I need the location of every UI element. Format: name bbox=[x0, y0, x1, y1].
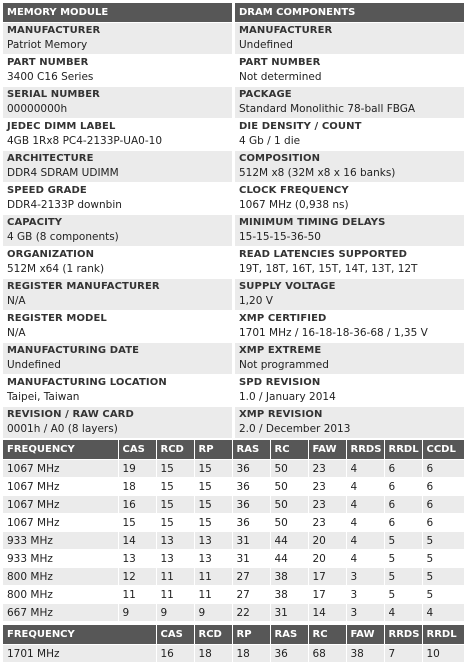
column-header: FAW bbox=[308, 440, 346, 460]
spec-label: XMP REVISION bbox=[239, 409, 323, 420]
table-cell: 18 bbox=[194, 645, 232, 663]
dram-spec-cell bbox=[235, 54, 464, 86]
section-header-row bbox=[3, 3, 464, 22]
table-cell: 15 bbox=[194, 496, 232, 514]
table-cell: 27 bbox=[232, 586, 270, 604]
table-row bbox=[3, 586, 464, 604]
spec-row bbox=[3, 150, 464, 182]
spec-row bbox=[3, 246, 464, 278]
table-cell: 13 bbox=[194, 550, 232, 568]
spec-row bbox=[3, 22, 464, 54]
spec-label: PART NUMBER bbox=[7, 57, 89, 68]
table-cell: 6 bbox=[422, 478, 464, 496]
table-row bbox=[3, 514, 464, 532]
table-cell: 38 bbox=[270, 586, 308, 604]
dram-spec-cell bbox=[235, 182, 464, 214]
table-cell: 13 bbox=[156, 532, 194, 550]
table-cell: 4 bbox=[346, 550, 384, 568]
spec-value: 15-15-15-36-50 bbox=[239, 231, 321, 243]
table-cell: 1067 MHz bbox=[3, 496, 118, 514]
table-cell: 36 bbox=[270, 645, 308, 663]
xmp-table-header bbox=[3, 625, 464, 645]
table-cell: 933 MHz bbox=[3, 550, 118, 568]
xmp-timing-table bbox=[3, 625, 464, 662]
spec-label: DIE DENSITY / COUNT bbox=[239, 121, 362, 132]
table-cell: 5 bbox=[384, 568, 422, 586]
table-cell: 6 bbox=[422, 514, 464, 532]
table-cell: 800 MHz bbox=[3, 568, 118, 586]
table-cell: 4 bbox=[346, 514, 384, 532]
spec-label: SUPPLY VOLTAGE bbox=[239, 281, 336, 292]
dram-spec-cell bbox=[235, 374, 464, 406]
spec-value: 2.0 / December 2013 bbox=[239, 423, 351, 435]
spec-row bbox=[3, 342, 464, 374]
table-cell: 19 bbox=[118, 460, 156, 478]
table-cell: 18 bbox=[232, 645, 270, 663]
spec-label: MANUFACTURER bbox=[7, 25, 101, 36]
table-cell: 6 bbox=[422, 496, 464, 514]
table-cell: 9 bbox=[156, 604, 194, 622]
spd-info-panel bbox=[3, 3, 464, 662]
column-header: RP bbox=[194, 440, 232, 460]
table-row bbox=[3, 645, 464, 663]
spec-value: 00000000h bbox=[7, 103, 68, 115]
table-cell: 36 bbox=[232, 496, 270, 514]
column-header: RCD bbox=[156, 440, 194, 460]
spec-row bbox=[3, 214, 464, 246]
table-cell: 1701 MHz bbox=[3, 645, 156, 663]
spec-label: PART NUMBER bbox=[239, 57, 321, 68]
spec-value: DDR4-2133P downbin bbox=[7, 199, 122, 211]
table-cell: 44 bbox=[270, 550, 308, 568]
spec-value: 19T, 18T, 16T, 15T, 14T, 13T, 12T bbox=[239, 263, 418, 275]
spec-value: 4 Gb / 1 die bbox=[239, 135, 301, 147]
table-cell: 36 bbox=[232, 460, 270, 478]
table-cell: 6 bbox=[384, 514, 422, 532]
column-header: RP bbox=[232, 625, 270, 645]
spec-value: Taipei, Taiwan bbox=[7, 391, 80, 403]
spec-label: REGISTER MANUFACTURER bbox=[7, 281, 160, 292]
column-header: FREQUENCY bbox=[3, 625, 156, 645]
spec-label: CLOCK FREQUENCY bbox=[239, 185, 349, 196]
spec-label: MANUFACTURING LOCATION bbox=[7, 377, 167, 388]
table-cell: 3 bbox=[346, 568, 384, 586]
spec-value: Standard Monolithic 78-ball FBGA bbox=[239, 103, 416, 115]
spec-row bbox=[3, 86, 464, 118]
column-header: RAS bbox=[270, 625, 308, 645]
spec-label: ORGANIZATION bbox=[7, 249, 95, 260]
table-cell: 23 bbox=[308, 514, 346, 532]
table-cell: 6 bbox=[384, 496, 422, 514]
table-cell: 23 bbox=[308, 496, 346, 514]
dram-spec-cell bbox=[235, 342, 464, 374]
spec-value: 4 GB (8 components) bbox=[7, 231, 119, 243]
table-cell: 15 bbox=[194, 478, 232, 496]
table-cell: 36 bbox=[232, 514, 270, 532]
table-row bbox=[3, 478, 464, 496]
table-cell: 15 bbox=[156, 460, 194, 478]
table-cell: 5 bbox=[422, 586, 464, 604]
table-cell: 31 bbox=[270, 604, 308, 622]
table-cell: 27 bbox=[232, 568, 270, 586]
spec-label: SERIAL NUMBER bbox=[7, 89, 100, 100]
table-cell: 5 bbox=[422, 568, 464, 586]
table-cell: 4 bbox=[346, 460, 384, 478]
table-cell: 17 bbox=[308, 568, 346, 586]
spec-label: ARCHITECTURE bbox=[7, 153, 94, 164]
spec-value: Not programmed bbox=[239, 359, 329, 371]
table-cell: 11 bbox=[194, 586, 232, 604]
table-row bbox=[3, 604, 464, 622]
spec-label: READ LATENCIES SUPPORTED bbox=[239, 249, 408, 260]
module-spec-cell bbox=[3, 374, 232, 406]
table-cell: 14 bbox=[308, 604, 346, 622]
table-row bbox=[3, 568, 464, 586]
table-cell: 6 bbox=[422, 460, 464, 478]
spec-label: CAPACITY bbox=[7, 217, 63, 228]
table-cell: 11 bbox=[156, 586, 194, 604]
spec-row bbox=[3, 118, 464, 150]
spec-value: 1.0 / January 2014 bbox=[239, 391, 336, 403]
dram-spec-cell bbox=[235, 278, 464, 310]
table-cell: 50 bbox=[270, 460, 308, 478]
module-spec-cell bbox=[3, 214, 232, 246]
table-cell: 4 bbox=[422, 604, 464, 622]
table-cell: 5 bbox=[384, 586, 422, 604]
table-cell: 13 bbox=[118, 550, 156, 568]
table-cell: 36 bbox=[232, 478, 270, 496]
spec-value: Not determined bbox=[239, 71, 322, 83]
dram-spec-cell bbox=[235, 246, 464, 278]
table-cell: 17 bbox=[308, 586, 346, 604]
spec-value: 1067 MHz (0,938 ns) bbox=[239, 199, 349, 211]
table-cell: 14 bbox=[118, 532, 156, 550]
table-cell: 5 bbox=[384, 550, 422, 568]
table-cell: 38 bbox=[346, 645, 384, 663]
spec-label: PACKAGE bbox=[239, 89, 292, 100]
table-cell: 1067 MHz bbox=[3, 514, 118, 532]
table-cell: 44 bbox=[270, 532, 308, 550]
table-row bbox=[3, 496, 464, 514]
column-header: CAS bbox=[118, 440, 156, 460]
table-cell: 6 bbox=[384, 478, 422, 496]
table-cell: 12 bbox=[118, 568, 156, 586]
module-spec-cell bbox=[3, 182, 232, 214]
spec-value: 1701 MHz / 16-18-18-36-68 / 1,35 V bbox=[239, 327, 428, 339]
table-cell: 4 bbox=[384, 604, 422, 622]
table-row bbox=[3, 532, 464, 550]
table-cell: 9 bbox=[118, 604, 156, 622]
module-spec-cell bbox=[3, 278, 232, 310]
spec-value: Undefined bbox=[7, 359, 61, 371]
table-cell: 15 bbox=[118, 514, 156, 532]
module-spec-cell bbox=[3, 406, 232, 438]
spec-value: Patriot Memory bbox=[7, 39, 88, 51]
spec-rows bbox=[3, 22, 464, 438]
spec-row bbox=[3, 278, 464, 310]
dram-spec-cell bbox=[235, 86, 464, 118]
table-cell: 4 bbox=[346, 478, 384, 496]
table-cell: 15 bbox=[156, 478, 194, 496]
table-cell: 20 bbox=[308, 550, 346, 568]
table-cell: 5 bbox=[422, 532, 464, 550]
table-cell: 38 bbox=[270, 568, 308, 586]
table-cell: 13 bbox=[156, 550, 194, 568]
column-header: CAS bbox=[156, 625, 194, 645]
spec-value: DDR4 SDRAM UDIMM bbox=[7, 167, 119, 179]
spec-label: XMP CERTIFIED bbox=[239, 313, 327, 324]
spec-label: MINIMUM TIMING DELAYS bbox=[239, 217, 386, 228]
table-cell: 800 MHz bbox=[3, 586, 118, 604]
table-cell: 31 bbox=[232, 532, 270, 550]
column-header: RRDS bbox=[346, 440, 384, 460]
spec-label: XMP EXTREME bbox=[239, 345, 322, 356]
module-spec-cell bbox=[3, 118, 232, 150]
spec-value: N/A bbox=[7, 327, 26, 339]
table-cell: 16 bbox=[156, 645, 194, 663]
module-spec-cell bbox=[3, 54, 232, 86]
table-cell: 15 bbox=[156, 496, 194, 514]
table-cell: 3 bbox=[346, 604, 384, 622]
table-cell: 15 bbox=[194, 460, 232, 478]
table-cell: 50 bbox=[270, 478, 308, 496]
spec-value: N/A bbox=[7, 295, 26, 307]
dram-spec-cell bbox=[235, 214, 464, 246]
table-cell: 23 bbox=[308, 478, 346, 496]
dram-spec-cell bbox=[235, 118, 464, 150]
spec-value: 0001h / A0 (8 layers) bbox=[7, 423, 118, 435]
dram-spec-cell bbox=[235, 310, 464, 342]
column-header: RRDL bbox=[384, 440, 422, 460]
column-header: RC bbox=[308, 625, 346, 645]
table-cell: 11 bbox=[156, 568, 194, 586]
spec-row bbox=[3, 374, 464, 406]
table-cell: 68 bbox=[308, 645, 346, 663]
column-header: RAS bbox=[232, 440, 270, 460]
table-cell: 23 bbox=[308, 460, 346, 478]
table-cell: 31 bbox=[232, 550, 270, 568]
table-cell: 10 bbox=[422, 645, 464, 663]
column-header: CCDL bbox=[422, 440, 464, 460]
table-cell: 20 bbox=[308, 532, 346, 550]
memory-module-header: MEMORY MODULE bbox=[3, 3, 232, 22]
table-cell: 1067 MHz bbox=[3, 460, 118, 478]
spec-value: 1,20 V bbox=[239, 295, 273, 307]
table-cell: 50 bbox=[270, 514, 308, 532]
spec-row bbox=[3, 182, 464, 214]
spec-value: 512M x64 (1 rank) bbox=[7, 263, 105, 275]
module-spec-cell bbox=[3, 342, 232, 374]
spec-value: 3400 C16 Series bbox=[7, 71, 94, 83]
module-spec-cell bbox=[3, 22, 232, 54]
table-cell: 6 bbox=[384, 460, 422, 478]
table-cell: 50 bbox=[270, 496, 308, 514]
table-cell: 15 bbox=[194, 514, 232, 532]
table-cell: 5 bbox=[422, 550, 464, 568]
table-cell: 4 bbox=[346, 496, 384, 514]
spec-row bbox=[3, 406, 464, 438]
spec-label: REGISTER MODEL bbox=[7, 313, 107, 324]
table-cell: 16 bbox=[118, 496, 156, 514]
table-cell: 3 bbox=[346, 586, 384, 604]
table-cell: 15 bbox=[156, 514, 194, 532]
column-header: FAW bbox=[346, 625, 384, 645]
column-header: RRDL bbox=[422, 625, 464, 645]
table-cell: 7 bbox=[384, 645, 422, 663]
column-header: FREQUENCY bbox=[3, 440, 118, 460]
spec-label: COMPOSITION bbox=[239, 153, 321, 164]
module-spec-cell bbox=[3, 246, 232, 278]
table-cell: 11 bbox=[194, 568, 232, 586]
spec-row bbox=[3, 310, 464, 342]
module-spec-cell bbox=[3, 150, 232, 182]
spec-label: JEDEC DIMM LABEL bbox=[7, 121, 116, 132]
jedec-table-header bbox=[3, 440, 464, 460]
column-header: RRDS bbox=[384, 625, 422, 645]
table-cell: 667 MHz bbox=[3, 604, 118, 622]
dram-spec-cell bbox=[235, 22, 464, 54]
module-spec-cell bbox=[3, 310, 232, 342]
table-cell: 9 bbox=[194, 604, 232, 622]
spec-label: MANUFACTURING DATE bbox=[7, 345, 140, 356]
module-spec-cell bbox=[3, 86, 232, 118]
table-row bbox=[3, 460, 464, 478]
column-header: RC bbox=[270, 440, 308, 460]
table-cell: 933 MHz bbox=[3, 532, 118, 550]
spec-value: 512M x8 (32M x8 x 16 banks) bbox=[239, 167, 396, 179]
spec-row bbox=[3, 54, 464, 86]
table-cell: 18 bbox=[118, 478, 156, 496]
dram-components-header: DRAM COMPONENTS bbox=[235, 3, 464, 22]
spec-label: MANUFACTURER bbox=[239, 25, 333, 36]
spec-label: SPD REVISION bbox=[239, 377, 321, 388]
dram-spec-cell bbox=[235, 406, 464, 438]
table-cell: 11 bbox=[118, 586, 156, 604]
table-row bbox=[3, 550, 464, 568]
spec-value: Undefined bbox=[239, 39, 293, 51]
spec-label: SPEED GRADE bbox=[7, 185, 87, 196]
spec-label: REVISION / RAW CARD bbox=[7, 409, 134, 420]
spec-value: 4GB 1Rx8 PC4-2133P-UA0-10 bbox=[7, 135, 163, 147]
table-cell: 13 bbox=[194, 532, 232, 550]
column-header: RCD bbox=[194, 625, 232, 645]
table-cell: 1067 MHz bbox=[3, 478, 118, 496]
table-cell: 5 bbox=[384, 532, 422, 550]
jedec-timing-table bbox=[3, 440, 464, 621]
table-cell: 4 bbox=[346, 532, 384, 550]
table-cell: 22 bbox=[232, 604, 270, 622]
dram-spec-cell bbox=[235, 150, 464, 182]
